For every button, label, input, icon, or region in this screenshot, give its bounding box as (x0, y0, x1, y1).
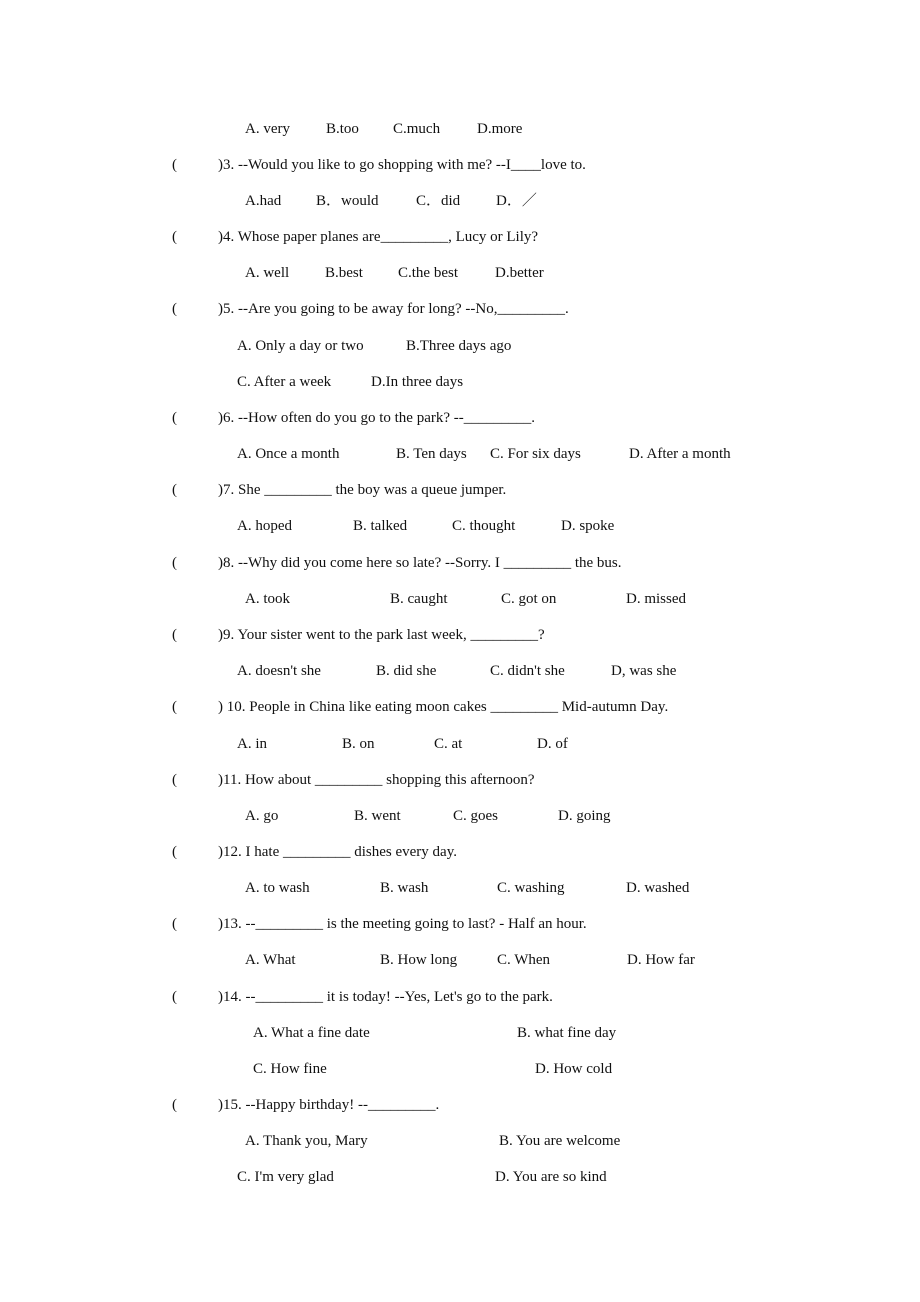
option-b: B. caught (390, 591, 448, 607)
answer-bracket[interactable]: ( (172, 410, 177, 426)
option-d: D．／ (496, 193, 537, 209)
option-a: A. What a fine date (253, 1025, 370, 1041)
question-text: )15. --Happy birthday! --_________. (218, 1097, 440, 1113)
option-a: A. Once a month (237, 446, 340, 462)
answer-bracket[interactable]: ( (172, 157, 177, 173)
answer-bracket[interactable]: ( (172, 844, 177, 860)
option-a: A. very (245, 121, 290, 137)
answer-bracket[interactable]: ( (172, 627, 177, 643)
option-d: D. of (537, 736, 568, 752)
option-b: B. what fine day (517, 1025, 617, 1041)
option-c: C. at (434, 736, 463, 752)
option-c: C. goes (453, 808, 498, 824)
option-d: D. going (558, 808, 611, 824)
question-text: )11. How about _________ shopping this afternoon? (218, 772, 535, 788)
question-text: )4. Whose paper planes are_________, Lucy or Lily? (218, 229, 539, 245)
option-c: C．did (416, 193, 461, 209)
answer-bracket[interactable]: ( (172, 916, 177, 932)
answer-bracket[interactable]: ( (172, 301, 177, 317)
option-b: B. You are welcome (499, 1133, 621, 1149)
option-c: C.the best (398, 265, 458, 281)
option-b: B.too (326, 121, 359, 137)
option-b: B．would (316, 193, 379, 209)
question-text: )6. --How often do you go to the park? --_________. (218, 410, 536, 426)
answer-bracket[interactable]: ( (172, 1097, 177, 1113)
option-a: A. well (245, 265, 290, 281)
question-text: )5. --Are you going to be away for long? --No,_________. (218, 301, 569, 317)
option-a: A. What (245, 952, 296, 968)
option-b: B.Three days ago (406, 338, 512, 354)
option-d: D.better (495, 265, 544, 281)
answer-bracket[interactable]: ( (172, 482, 177, 498)
option-d: D.more (477, 121, 523, 137)
option-a: A. Only a day or two (237, 338, 364, 354)
option-d: D. washed (626, 880, 690, 896)
question-text: )9. Your sister went to the park last week, _________? (218, 627, 545, 643)
option-a: A. to wash (245, 880, 310, 896)
answer-bracket[interactable]: ( (172, 555, 177, 571)
option-c: C. After a week (237, 374, 332, 390)
option-b: B. went (354, 808, 401, 824)
option-b: B. wash (380, 880, 429, 896)
option-c: C. thought (452, 518, 516, 534)
option-a: A. in (237, 736, 267, 752)
option-c: C. I'm very glad (237, 1169, 334, 1185)
option-d: D. After a month (629, 446, 731, 462)
option-a: A.had (245, 193, 282, 209)
option-c: C. When (497, 952, 551, 968)
answer-bracket[interactable]: ( (172, 229, 177, 245)
option-a: A. doesn't she (237, 663, 321, 679)
option-b: B.best (325, 265, 363, 281)
option-d: D.In three days (371, 374, 464, 390)
option-d: D. How cold (535, 1061, 613, 1077)
option-b: B. talked (353, 518, 408, 534)
option-b: B. How long (380, 952, 458, 968)
option-c: C. How fine (253, 1061, 327, 1077)
option-a: A. Thank you, Mary (245, 1133, 368, 1149)
question-text: )12. I hate _________ dishes every day. (218, 844, 457, 860)
option-d: D, was she (611, 663, 677, 679)
option-b: B. did she (376, 663, 437, 679)
question-text: )7. She _________ the boy was a queue jumper. (218, 482, 507, 498)
question-text: )13. --_________ is the meeting going to last? - Half an hour. (218, 916, 587, 932)
option-a: A. go (245, 808, 279, 824)
option-d: D. spoke (561, 518, 615, 534)
option-b: B. on (342, 736, 375, 752)
question-text: )3. --Would you like to go shopping with me? --I____love to. (218, 157, 586, 173)
question-text: )14. --_________ it is today! --Yes, Let's go to the park. (218, 989, 553, 1005)
option-c: C.much (393, 121, 441, 137)
option-a: A. hoped (237, 518, 292, 534)
option-a: A. took (245, 591, 290, 607)
answer-bracket[interactable]: ( (172, 699, 177, 715)
option-b: B. Ten days (396, 446, 467, 462)
option-c: C. didn't she (490, 663, 565, 679)
option-c: C. washing (497, 880, 565, 896)
option-d: D. You are so kind (495, 1169, 607, 1185)
option-c: C. got on (501, 591, 557, 607)
option-d: D. How far (627, 952, 695, 968)
question-text: ) 10. People in China like eating moon cakes _________ Mid-autumn Day. (218, 699, 669, 715)
answer-bracket[interactable]: ( (172, 772, 177, 788)
option-d: D. missed (626, 591, 686, 607)
question-text: )8. --Why did you come here so late? --Sorry. I _________ the bus. (218, 555, 622, 571)
answer-bracket[interactable]: ( (172, 989, 177, 1005)
option-c: C. For six days (490, 446, 581, 462)
